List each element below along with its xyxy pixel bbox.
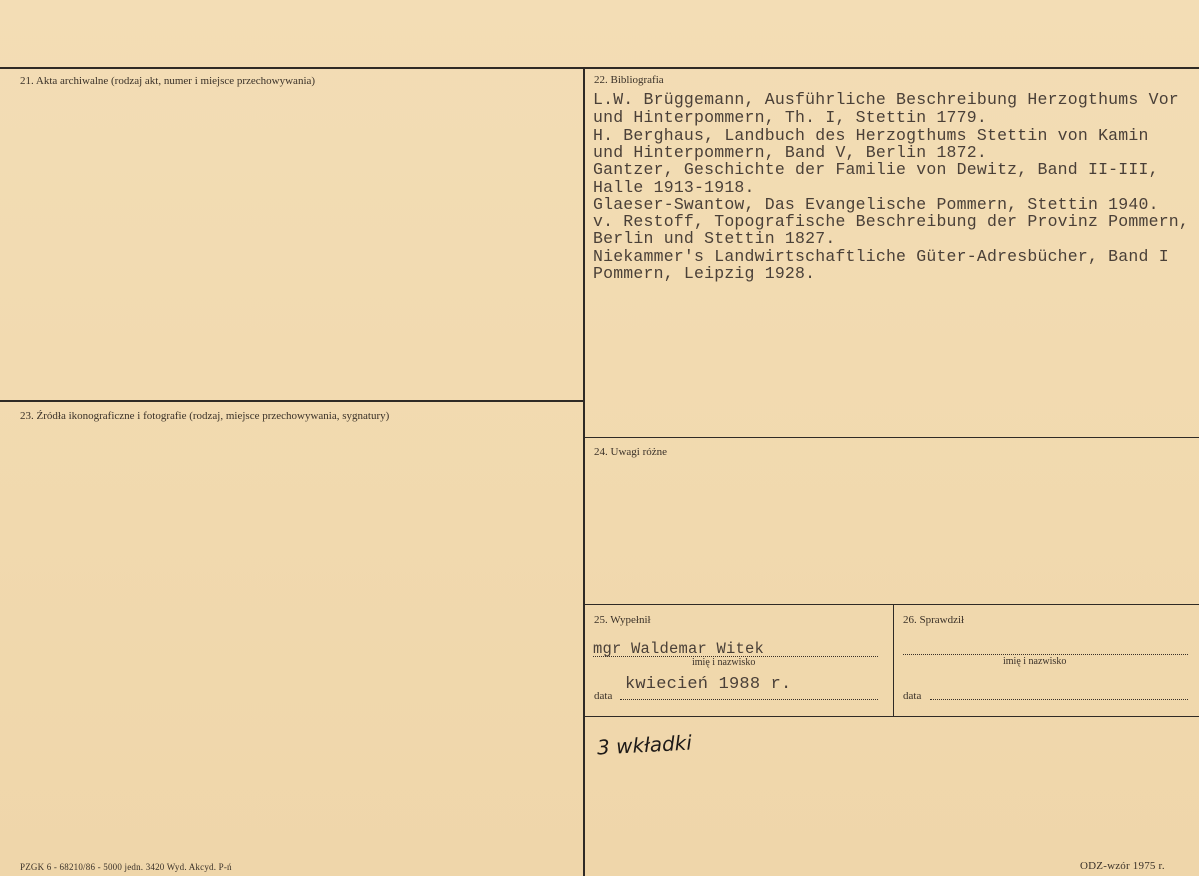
filled-by-name: mgr Waldemar Witek [593,640,765,658]
section-21-label: 21. Akta archiwalne (rodzaj akt, numer i miejsce przechowywania) [20,75,316,87]
section-23-label: 23. Źródła ikonograficzne i fotografie (rodzaj, miejsce przechowywania, sygnatury) [20,410,390,422]
section-25-label: 25. Wypełnił [594,614,651,626]
signature-divider [893,604,894,716]
section-26-label: 26. Sprawdził [903,614,965,626]
footer-print-code: PZGK 6 - 68210/86 - 5000 jedn. 3420 Wyd. Akcyd. P-ń [20,862,232,872]
top-rule [0,67,1199,69]
checker-name-caption: imię i nazwisko [1003,656,1067,667]
name-caption: imię i nazwisko [692,657,756,668]
footer-form-model: ODZ-wzór 1975 r. [1080,860,1165,872]
handwritten-note: 3 wkładki [596,730,693,760]
checker-date-label: data [903,690,922,702]
right-rule-1 [584,437,1199,438]
bibliography-line: Halle 1913-1918. [593,178,755,197]
bibliography-line: Gantzer, Geschichte der Familie von Dewitz, Band II-III, [593,160,1159,179]
bibliography-line: Glaeser-Swantow, Das Evangelische Pommern, Stettin 1940. [593,195,1159,214]
bibliography-line: Berlin und Stettin 1827. [593,229,836,248]
bibliography-line: und Hinterpommern, Band V, Berlin 1872. [593,143,987,162]
bibliography-line: und Hinterpommern, Th. I, Stettin 1779. [593,108,987,127]
checker-name-dotted-line [903,654,1188,655]
right-rule-3 [584,716,1199,717]
filled-date: kwiecień 1988 r. [625,675,792,694]
date-label: data [594,690,613,702]
bibliography-line: Niekammer's Landwirtschaftliche Güter-Adresbücher, Band I [593,247,1169,266]
bibliography-line: Pommern, Leipzig 1928. [593,264,816,283]
left-mid-rule [0,400,584,402]
bibliography-line: v. Restoff, Topografische Beschreibung der Provinz Pommern, [593,212,1189,231]
date-dotted-line [620,699,878,700]
section-24-label: 24. Uwagi różne [594,446,668,458]
bibliography-line: L.W. Brüggemann, Ausführliche Beschreibung Herzogthums Vor [593,90,1179,109]
checker-date-dotted-line [930,699,1188,700]
section-22-label: 22. Bibliografia [594,74,664,86]
center-vertical-rule [583,67,585,876]
bibliography-line: H. Berghaus, Landbuch des Herzogthums Stettin von Kamin [593,126,1149,145]
right-rule-2 [584,604,1199,605]
